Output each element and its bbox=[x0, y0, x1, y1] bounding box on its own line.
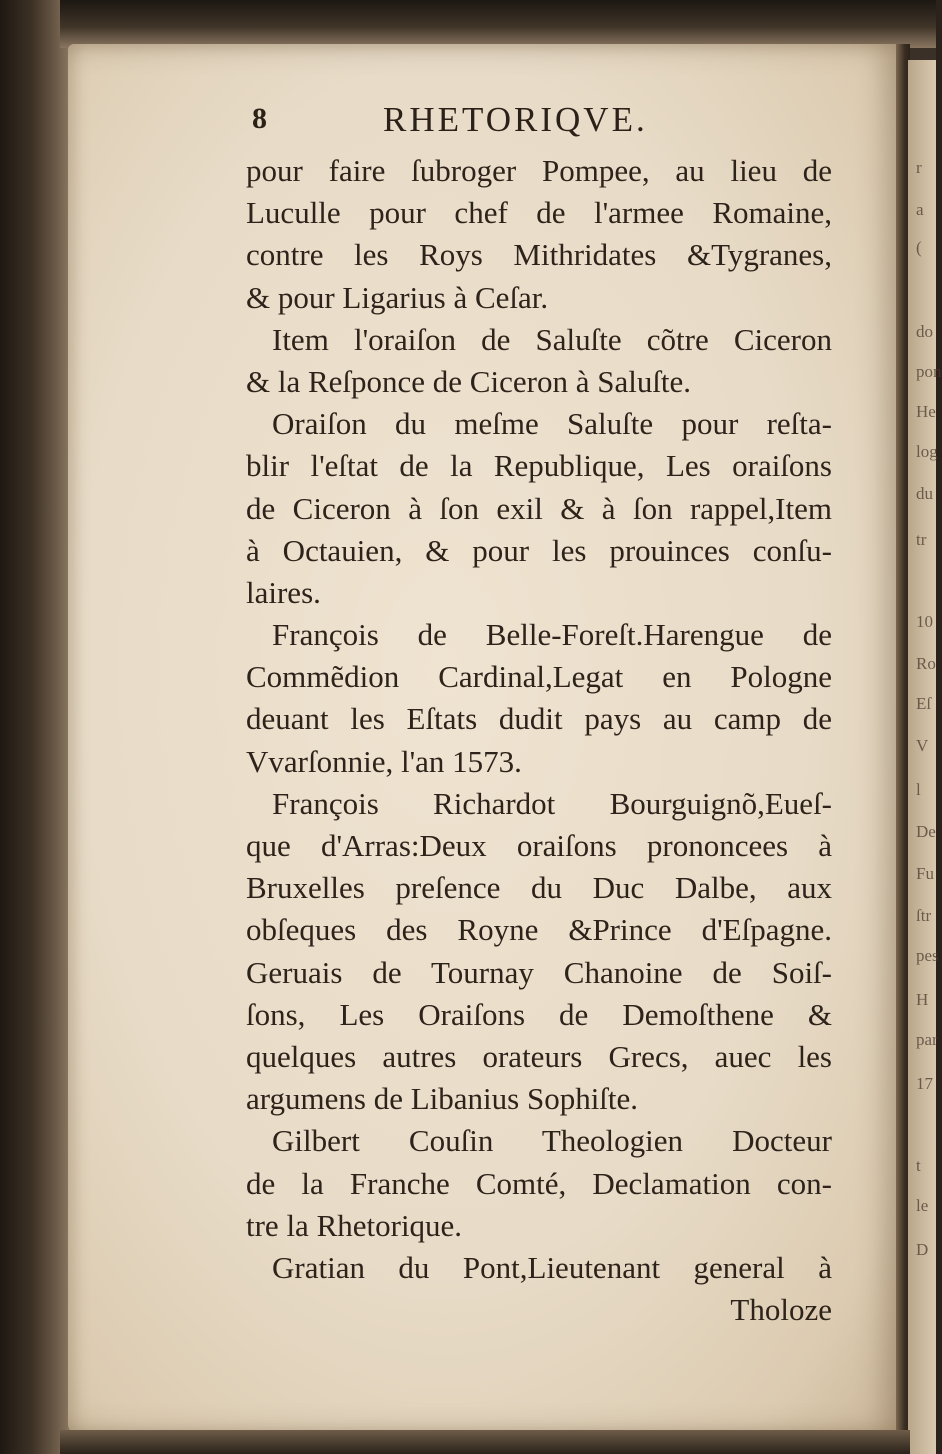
text-line: à Octauien, & pour les prouinces conſu- bbox=[246, 532, 832, 568]
running-title: RHETORIQVE. bbox=[383, 100, 648, 139]
text-line: Commẽdion Cardinal,Legat en Pologne bbox=[246, 659, 832, 695]
text-line: contre les Roys Mithridates &Tygranes, bbox=[246, 237, 832, 273]
text-line: François Richardot Bourguignõ,Eueſ- bbox=[272, 785, 832, 821]
facing-page-fragment: du bbox=[916, 484, 933, 503]
book-bottom-edge bbox=[60, 1430, 910, 1454]
facing-page-fragment: D bbox=[916, 1240, 929, 1259]
text-line: François de Belle-Foreſt.Harengue de bbox=[272, 617, 832, 653]
facing-page-fragment: De bbox=[916, 822, 936, 841]
text-line: laires. bbox=[246, 574, 321, 610]
facing-page-fragment: l bbox=[916, 780, 921, 799]
facing-page-fragment: r bbox=[916, 158, 922, 177]
text-line: Gilbert Couſin Theologien Docteur bbox=[272, 1123, 832, 1159]
facing-page-fragment: a bbox=[916, 200, 924, 219]
facing-page-fragment: He bbox=[916, 402, 936, 421]
facing-page-fragment: 17 bbox=[916, 1074, 933, 1093]
facing-page-fragment: log bbox=[916, 442, 938, 461]
facing-page-fragment: Fu bbox=[916, 864, 934, 883]
facing-page-fragment: ( bbox=[916, 238, 922, 257]
text-line: que d'Arras:Deux oraiſons prononcees à bbox=[246, 828, 832, 863]
facing-page-fragment: par bbox=[916, 1030, 938, 1049]
text-line: de la Franche Comté, Declamation con- bbox=[246, 1165, 832, 1201]
page-number: 8 bbox=[252, 102, 267, 135]
text-line: Item l'oraiſon de Saluſte cõtre Ciceron bbox=[272, 321, 832, 357]
facing-page-fragment: ſtr bbox=[916, 906, 932, 925]
text-line: & pour Ligarius à Ceſar. bbox=[246, 279, 549, 315]
book-left-edge bbox=[0, 0, 70, 1454]
text-line: blir l'eſtat de la Republique, Les oraiſons bbox=[246, 448, 832, 484]
text-line: ſons, Les Oraiſons de Demoſthene & bbox=[246, 996, 832, 1032]
text-line: Vvarſonnie, l'an 1573. bbox=[246, 743, 522, 779]
facing-page-fragment: pon bbox=[916, 362, 942, 381]
facing-page-fragment: V bbox=[916, 736, 929, 755]
facing-page-edge bbox=[908, 60, 942, 1454]
text-line: tre la Rhetorique. bbox=[246, 1207, 463, 1243]
text-line: Oraiſon du meſme Saluſte pour reſta- bbox=[272, 406, 832, 442]
facing-page-fragment: le bbox=[916, 1196, 929, 1215]
text-line: Luculle pour chef de l'armee Romaine, bbox=[246, 195, 832, 231]
facing-page-fragment: t bbox=[916, 1156, 921, 1175]
catchword: Tholoze bbox=[730, 1292, 832, 1328]
text-line: & la Reſponce de Ciceron à Saluſte. bbox=[246, 363, 692, 399]
page-header bbox=[0, 100, 936, 148]
facing-page-fragment: Ro bbox=[916, 654, 936, 673]
book-top-edge bbox=[60, 0, 936, 48]
text-line: Bruxelles preſence du Duc Dalbe, aux bbox=[246, 870, 832, 906]
facing-page-fragment: 10 bbox=[916, 612, 933, 631]
facing-page-fragment: tr bbox=[916, 530, 927, 549]
facing-page-fragment: pes bbox=[916, 946, 939, 965]
facing-page-fragment: H bbox=[916, 990, 929, 1009]
text-line: obſeques des Royne &Prince d'Eſpagne. bbox=[246, 912, 832, 948]
text-line: deuant les Eſtats dudit pays au camp de bbox=[246, 701, 832, 737]
facing-page-fragment: do bbox=[916, 322, 933, 341]
text-line: Geruais de Tournay Chanoine de Soiſ- bbox=[246, 954, 832, 990]
text-line: de Ciceron à ſon exil & à ſon rappel,Item bbox=[246, 490, 832, 526]
text-line: argumens de Libanius Sophiſte. bbox=[246, 1081, 639, 1117]
body-text bbox=[246, 150, 832, 1331]
text-line: quelques autres orateurs Grecs, auec les bbox=[246, 1038, 832, 1074]
facing-page-fragment: Eſ bbox=[916, 694, 932, 713]
text-line: pour faire ſubroger Pompee, au lieu de bbox=[246, 153, 832, 188]
text-line: Gratian du Pont,Lieutenant general à bbox=[272, 1249, 832, 1285]
